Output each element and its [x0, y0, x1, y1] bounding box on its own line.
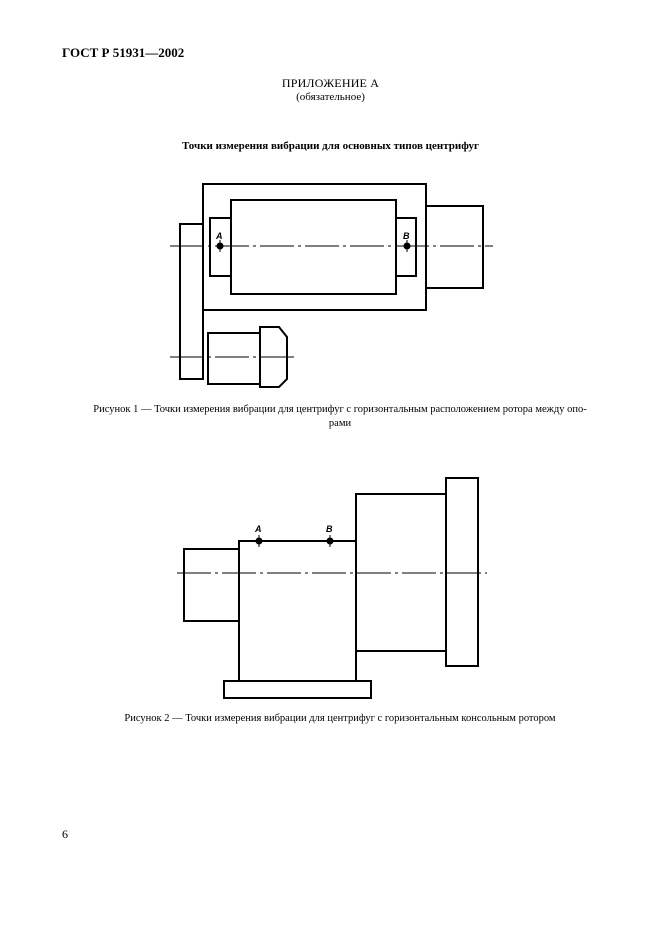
- fig2-rotor-disc: [446, 478, 478, 666]
- figure-2-points: [254, 524, 334, 547]
- annex-subtitle: (обязательное): [296, 91, 365, 103]
- fig1-motor-body: [208, 333, 260, 384]
- figure-1-caption-line2: рами: [328, 418, 352, 429]
- fig2-base: [224, 681, 371, 698]
- figure-2-drawing: [184, 478, 478, 698]
- section-title: Точки измерения вибрации для основных типов центрифуг: [181, 140, 480, 152]
- fig2-left-shaft-housing: [184, 549, 239, 621]
- fig1-point-a-label: A: [216, 231, 223, 241]
- fig2-point-b-label: B: [326, 524, 333, 534]
- figure-1-points: [215, 231, 411, 252]
- figure-2-caption: Рисунок 2 — Точки измерения вибрации для центрифуг с горизонтальным консольным ротором: [124, 713, 556, 724]
- fig1-drive-pulley: [180, 224, 203, 379]
- fig1-right-housing: [426, 206, 483, 288]
- fig2-point-a-marker: [256, 538, 263, 545]
- figure-1-caption-line1: Рисунок 1 — Точки измерения вибрации для центрифуг с горизонтальным расположением ротора между опо-: [93, 404, 587, 415]
- annex-title: ПРИЛОЖЕНИЕ А: [281, 76, 380, 90]
- fig1-point-b-marker: [404, 243, 411, 250]
- fig2-bearing-body: [239, 541, 356, 681]
- fig1-point-a-marker: [217, 243, 224, 250]
- fig1-rotor: [231, 200, 396, 294]
- document-code: ГОСТ Р 51931—2002: [62, 45, 185, 60]
- fig2-point-a-label: A: [255, 524, 262, 534]
- fig2-point-b-marker: [327, 538, 334, 545]
- fig1-point-b-label: B: [403, 231, 410, 241]
- figure-1-caption: [60, 403, 620, 431]
- fig1-housing: [203, 184, 426, 310]
- figure-1-axes: [170, 246, 493, 357]
- page-number: 6: [62, 827, 68, 841]
